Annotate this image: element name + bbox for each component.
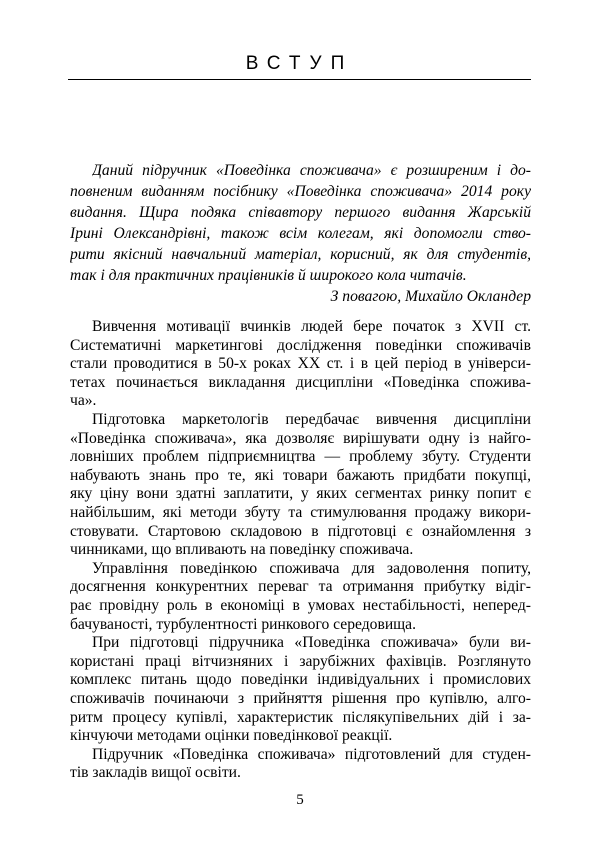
body-line: чинниками, що впливають на поведінку споживача. — [70, 541, 414, 559]
body-line: Підготовка маркетологів передбачає вивчення дисципліни — [92, 411, 531, 428]
body-line: ритм процесу купівлі, характеристик післякупівельних дій і за- — [70, 708, 531, 726]
body-line: досягнення конкурентних переваг та отримання прибутку відіг- — [70, 578, 531, 596]
preface-line: Ірині Олександрівні, також всім колегам, які допомогли ство- — [70, 225, 531, 242]
body-line: рає провідну роль в економіці в умовах нестабільності, неперед- — [70, 597, 531, 614]
body-line: тетах починається викладання дисципліни «Поведінка спожива- — [70, 373, 531, 391]
body-line: яку ціну вони здатні заплатити, у яких сегментах ринку попит є — [70, 485, 531, 503]
body-line: Управління поведінкою споживача для задоволення попиту, — [92, 559, 531, 577]
body-line: споживачів починаючи з прийняття рішення про купівлю, алго- — [70, 690, 531, 707]
preface-line: повненим виданням посібнику «Поведінка споживача» 2014 року — [70, 183, 531, 200]
body-line: бачуваності, турбулентності ринкового середовища. — [70, 615, 416, 633]
body-line: кінчуючи методами оцінки поведінкової реакції. — [70, 727, 393, 745]
preface-line: Даний підручник «Поведінка споживача» є розширеним і до- — [92, 162, 531, 179]
body-line: користані праці вітчизняних і зарубіжних фахівців. Розглянуто — [70, 652, 531, 670]
body-line: комплекс питань щодо поведінки індивідуальних і промислових — [70, 671, 531, 689]
signature: З повагою, Михайло Окландер — [330, 288, 531, 305]
chapter-heading: ВСТУП — [68, 51, 531, 80]
body-line: стали проводитися в 50-х роках XX ст. і в цей період в універси- — [70, 355, 531, 373]
body-line: ча». — [70, 392, 97, 410]
page-number: 5 — [296, 792, 304, 808]
body-line: При підготовці підручника «Поведінка споживача» були ви- — [92, 634, 531, 652]
preface-line: так і для практичних працівників й широкого кола читачів. — [70, 267, 467, 284]
body-line: найбільшим, які методи збуту та стимулювання продажу викори- — [70, 504, 531, 521]
body-line: стовувати. Стартовою складовою в підготовці є ознайомлення з — [70, 522, 531, 540]
body-line: «Поведінка споживача», яка дозволяє вирішувати одну із найго- — [70, 429, 531, 447]
body-line: Вивчення мотивації вчинків людей бере початок з XVII ст. — [92, 318, 531, 335]
body-line: тів закладів вищої освіти. — [70, 764, 241, 782]
body-line: Підручник «Поведінка споживача» підготовлений для студен- — [92, 745, 531, 763]
body-line: Систематичні маркетингові дослідження поведінки споживачів — [70, 336, 531, 354]
body-line: ловніших проблем підприємництва — проблему збуту. Студенти — [70, 448, 531, 466]
preface-line: видання. Щира подяка співавтору першого видання Жарській — [70, 204, 531, 221]
preface-line: рити якісний навчальний матеріал, корисний, як для студентів, — [70, 246, 531, 263]
body-line: набувають знань про те, які товари бажають придбати покупці, — [70, 466, 531, 484]
